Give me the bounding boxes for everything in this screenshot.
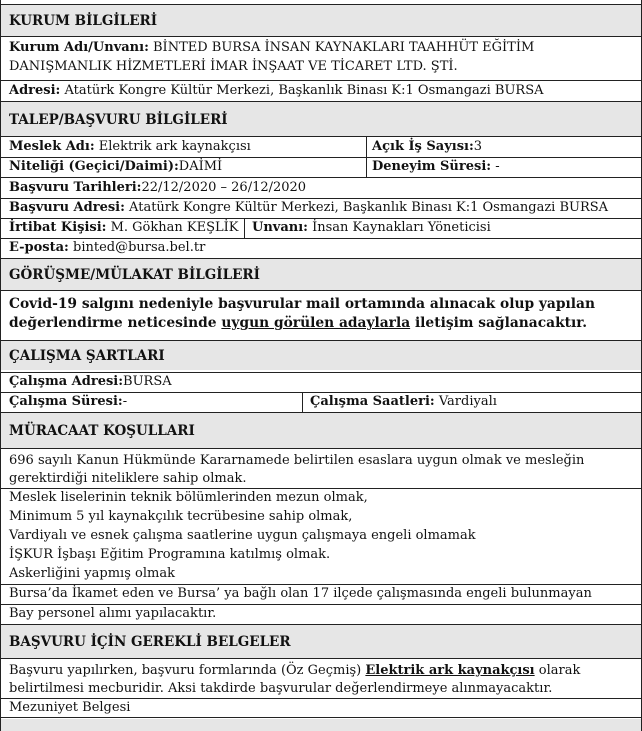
- belgeler-line1-b: olarak: [534, 663, 581, 678]
- muracaat-item: İŞKUR İşbaşı Eğitim Programına katılmış olmak.: [9, 547, 331, 562]
- column-divider: [366, 137, 367, 157]
- muracaat-list: [0, 488, 642, 586]
- calisma-adres-value: BURSA: [123, 374, 172, 389]
- belgeler-paragraph: [0, 658, 642, 698]
- meslek-value: Elektrik ark kaynakçısı: [94, 139, 251, 154]
- basvuru-adres-value: Atatürk Kongre Kültür Merkezi, Başkanlık Binası K:1 Osmangazi BURSA: [124, 200, 609, 215]
- muracaat-item: Minimum 5 yıl kaynakçılık tecrübesine sahip olmak,: [9, 509, 353, 524]
- irtibat-label: İrtibat Kişisi:: [9, 220, 107, 235]
- deneyim-label: Deneyim Süresi:: [372, 159, 492, 174]
- nitelik-row: [0, 157, 642, 177]
- kurum-adres-row: [0, 80, 642, 101]
- acik-is-value: 3: [473, 139, 483, 154]
- muracaat-p1-line2: gerektirdiği niteliklere sahip olmak.: [9, 471, 247, 486]
- talep-header-text: TALEP/BAŞVURU BİLGİLERİ: [9, 112, 228, 128]
- irtibat-value: M. Gökhan KEŞLİK: [106, 220, 239, 235]
- gorusme-line1: Covid-19 salgını nedeniyle başvurular mail ortamında alınacak olup yapılan: [9, 296, 595, 312]
- kurum-adi-value-line1: BİNTED BURSA İNSAN KAYNAKLARI TAAHHÜT EĞİTİM: [148, 40, 535, 55]
- gorusme-line2-b: iletişim sağlanacaktır.: [410, 315, 588, 331]
- muracaat-item: Askerliğini yapmış olmak: [9, 566, 175, 581]
- muracaat-item-row: [0, 604, 642, 624]
- column-divider: [366, 158, 367, 177]
- gorusme-line2-a: değerlendirme neticesinde: [9, 315, 222, 331]
- muracaat-header-text: MÜRACAAT KOŞULLARI: [9, 423, 195, 439]
- calisma-section-header: [0, 340, 642, 370]
- eposta-value: binted@bursa.bel.tr: [68, 240, 206, 255]
- calisma-adres-label: Çalışma Adresi:: [9, 374, 124, 389]
- kurum-adres-label: Adresi:: [9, 83, 61, 98]
- kurum-adres-value: Atatürk Kongre Kültür Merkezi, Başkanlık Binası K:1 Osmangazi BURSA: [60, 83, 544, 98]
- meslek-label: Meslek Adı:: [9, 139, 95, 154]
- gorusme-section-header: [0, 258, 642, 290]
- calisma-sure-label: Çalışma Süresi:: [9, 394, 123, 409]
- deneyim-value: -: [491, 159, 500, 174]
- unvan-label: Unvanı:: [252, 220, 308, 235]
- mezuniyet-belgesi: Mezuniyet Belgesi: [9, 700, 131, 715]
- next-section-header-partial: [0, 719, 642, 731]
- belgeler-mezuniyet-row: [0, 698, 642, 718]
- kurum-adi-row: [0, 36, 642, 80]
- kurum-section-header: [0, 4, 642, 36]
- muracaat-item: Bay personel alımı yapılacaktır.: [9, 606, 217, 621]
- irtibat-row: [0, 218, 642, 238]
- calisma-sure-value: -: [122, 394, 128, 409]
- muracaat-item: Bursa’da İkamet eden ve Bursa’ ya bağlı olan 17 ilçede çalışmasında engeli bulunmayan: [9, 586, 592, 601]
- belgeler-line2: belirtilmesi mecburidir. Aksi takdirde başvurular değerlendirmeye alınmayacaktır.: [9, 681, 553, 696]
- kurum-adi-value-line2: DANIŞMANLIK HİZMETLERİ İMAR İNŞAAT VE TİCARET LTD. ŞTİ.: [9, 59, 458, 74]
- kurum-adi-label: Kurum Adı/Unvanı:: [9, 40, 149, 55]
- tarih-label: Başvuru Tarihleri:: [9, 180, 142, 195]
- calisma-adres-row: [0, 372, 642, 392]
- belgeler-line1-a: Başvuru yapılırken, başvuru formlarında (Öz Geçmiş): [9, 663, 366, 678]
- muracaat-paragraph-1: [0, 448, 642, 488]
- basvuru-adres-label: Başvuru Adresi:: [9, 200, 125, 215]
- column-divider: [244, 219, 245, 238]
- calisma-header-text: ÇALIŞMA ŞARTLARI: [9, 348, 165, 364]
- muracaat-section-header: [0, 412, 642, 448]
- calisma-saat-label: Çalışma Saatleri:: [310, 394, 435, 409]
- basvuru-tarih-row: [0, 177, 642, 198]
- gorusme-line2-underlined: uygun görülen adaylarla: [221, 315, 411, 331]
- kurum-header-text: KURUM BİLGİLERİ: [9, 13, 158, 29]
- gorusme-paragraph: [0, 290, 642, 340]
- table-border-left: [0, 0, 1, 731]
- eposta-label: E-posta:: [9, 240, 69, 255]
- calisma-saat-value: Vardiyalı: [434, 394, 497, 409]
- talep-section-header: [0, 101, 642, 136]
- nitelik-label: Niteliği (Geçici/Daimi):: [9, 159, 179, 174]
- muracaat-item-row: [0, 584, 642, 604]
- nitelik-value: DAİMİ: [178, 159, 223, 174]
- column-divider: [302, 393, 303, 412]
- belgeler-line1-underlined: Elektrik ark kaynakçısı: [365, 663, 535, 678]
- eposta-row: [0, 238, 642, 258]
- unvan-value: İnsan Kaynakları Yöneticisi: [307, 220, 491, 235]
- tarih-value: 22/12/2020 – 26/12/2020: [141, 180, 307, 195]
- muracaat-item: Vardiyalı ve esnek çalışma saatlerine uygun çalışmaya engeli olmamak: [9, 528, 476, 543]
- belgeler-section-header: [0, 624, 642, 658]
- basvuru-adres-row: [0, 198, 642, 218]
- calisma-sure-row: [0, 392, 642, 412]
- muracaat-p1-line1: 696 sayılı Kanun Hükmünde Kararnamede belirtilen esaslara uygun olmak ve mesleğin: [9, 453, 585, 468]
- gorusme-header-text: GÖRÜŞME/MÜLAKAT BİLGİLERİ: [9, 267, 260, 283]
- belgeler-header-text: BAŞVURU İÇİN GEREKLİ BELGELER: [9, 634, 291, 650]
- meslek-row: [0, 136, 642, 157]
- acik-is-label: Açık İş Sayısı:: [372, 139, 474, 154]
- muracaat-item: Meslek liselerinin teknik bölümlerinden mezun olmak,: [9, 490, 368, 505]
